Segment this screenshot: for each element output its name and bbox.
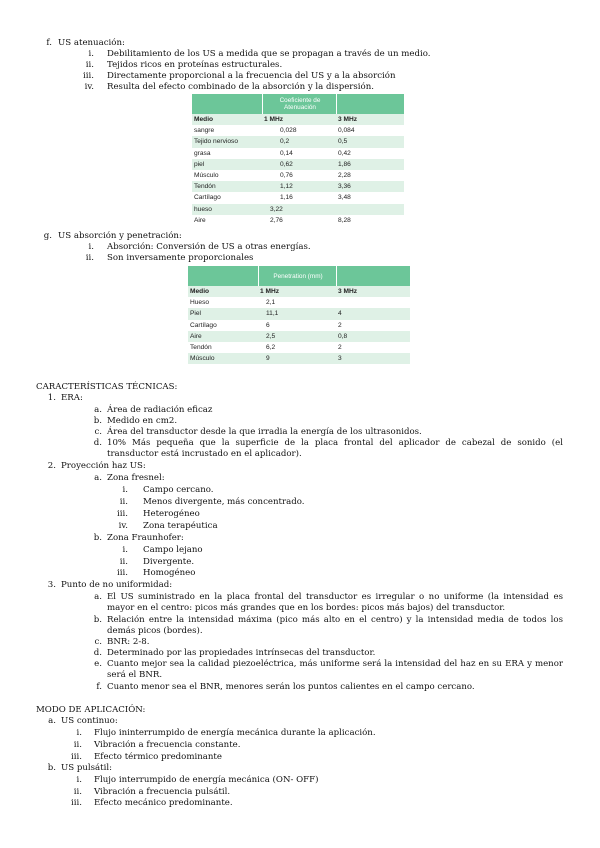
list-item-text: Efecto mecánico predominante.	[94, 798, 233, 808]
heading-text: US pulsátil:	[61, 763, 113, 773]
list-item	[86, 615, 566, 637]
table-cell: 0,8	[336, 331, 410, 342]
table-cell: 9	[258, 353, 336, 364]
table-cell: 2,76	[262, 215, 336, 226]
list-item-text: Cuanto menor sea el BNR, menores serán los puntos calientes en el campo cercano.	[107, 682, 475, 692]
list-marker: ii.	[85, 253, 94, 263]
table-cell: 6,2	[258, 342, 336, 353]
heading-text: US absorción y penetración:	[58, 231, 182, 241]
list-marker: iv.	[118, 521, 128, 531]
table-cell: Cartílago	[192, 192, 262, 203]
list-item-text: Homogéneo	[143, 568, 196, 578]
list-marker: e.	[94, 659, 102, 669]
table-cell: Músculo	[192, 170, 262, 181]
list-item-text: Campo cercano.	[143, 485, 214, 495]
heading-text: US atenuación:	[58, 38, 125, 48]
column-header: 3 MHz	[336, 286, 410, 297]
list-item-text: Zona terapéutica	[143, 521, 218, 531]
table-cell: 6	[258, 320, 336, 331]
table-cell: 11,1	[258, 308, 336, 319]
list-item-text: BNR: 2-8.	[107, 637, 150, 647]
list-marker: iii.	[117, 568, 128, 578]
heading-text: ERA:	[61, 393, 83, 403]
table-title-row	[192, 94, 404, 114]
table-cell: 0,14	[262, 148, 336, 159]
list-item-text: Son inversamente proporcionales	[107, 253, 254, 263]
heading-text: Zona fresnel:	[107, 473, 165, 483]
list-item-text: Determinado por las propiedades intrínsecas del transductor.	[107, 648, 376, 658]
list-marker: ii.	[73, 787, 82, 797]
list-item-text: Directamente proporcional a la frecuencia del US y a la absorción	[107, 71, 396, 81]
table-header-row	[192, 114, 404, 125]
table-row	[192, 170, 404, 181]
list-item	[86, 659, 566, 681]
table-cell: 2,1	[258, 297, 336, 308]
table-row	[192, 159, 404, 170]
table-cell: Aire	[188, 331, 258, 342]
list-marker: b.	[47, 763, 56, 773]
list-marker: 3.	[47, 580, 56, 590]
table-title: Penetration (mm)	[258, 266, 336, 286]
list-item-text: Vibración a frecuencia pulsátil.	[94, 787, 231, 797]
table-cell: 3,48	[336, 192, 404, 203]
table-cell: 0,5	[336, 136, 404, 147]
column-header: 3 MHz	[336, 114, 404, 125]
table-cell: Cartílago	[188, 320, 258, 331]
list-item-text: Área del transductor desde la que irradia la energía de los ultrasonidos.	[107, 427, 422, 437]
list-item-text: Tejidos ricos en proteínas estructurales.	[107, 60, 283, 70]
table-title: Coeficiente de Atenuación	[262, 94, 336, 114]
penetration-table	[188, 266, 410, 364]
list-marker: b.	[93, 416, 102, 426]
column-header: 1 MHz	[258, 286, 336, 297]
table-row	[192, 204, 404, 215]
table-cell: Tendón	[192, 181, 262, 192]
list-marker: ii.	[85, 60, 94, 70]
heading-text: Punto de no uniformidad:	[61, 580, 173, 590]
list-item-text: Efecto térmico predominante	[94, 752, 222, 762]
list-item-text: Medido en cm2.	[107, 416, 178, 426]
list-marker: a.	[94, 405, 102, 415]
list-item-text: Campo lejano	[143, 545, 203, 555]
list-marker: i.	[88, 49, 94, 59]
table-cell: Piel	[188, 308, 258, 319]
list-marker: b.	[93, 533, 102, 543]
table-cell: 3	[336, 353, 410, 364]
list-item-text: Flujo interrumpido de energía mecánica (ON- OFF)	[94, 775, 319, 785]
table-cell: Hueso	[188, 297, 258, 308]
list-marker: a.	[94, 592, 102, 602]
list-item-text: Debilitamiento de los US a medida que se propagan a través de un medio.	[107, 49, 431, 59]
list-marker: f.	[46, 38, 52, 48]
list-marker: a.	[48, 716, 56, 726]
list-marker: i.	[76, 728, 82, 738]
list-marker: c.	[94, 637, 102, 647]
table-cell: 0,2	[262, 136, 336, 147]
table-cell: 2	[336, 342, 410, 353]
table-cell: Aire	[192, 215, 262, 226]
table-cell: sangre	[192, 125, 262, 136]
table-cell: 8,28	[336, 215, 404, 226]
table-cell: 1,86	[336, 159, 404, 170]
list-item-text: El US suministrado en la placa frontal del transductor es irregular o no uniforme (la intensidad es mayor en el centro: picos más grandes que en los bordes: picos más bajos) del transductor.	[107, 592, 563, 613]
list-marker: iv.	[84, 82, 94, 92]
list-marker: b.	[93, 615, 102, 625]
list-marker: i.	[122, 485, 128, 495]
list-item-text: Absorción: Conversión de US a otras energías.	[107, 242, 311, 252]
table-row	[188, 331, 410, 342]
table-row	[192, 181, 404, 192]
table-cell: Tejido nervioso	[192, 136, 262, 147]
table-cell: 3,22	[262, 204, 336, 215]
list-item-text: Relación entre la intensidad máxima (pico más alto en el centro) y la intensidad media de todos los demás picos (bordes).	[107, 615, 563, 636]
table-cell: 0,028	[262, 125, 336, 136]
table-cell	[336, 204, 404, 215]
table-row	[192, 192, 404, 203]
table-row	[192, 148, 404, 159]
list-item-text: Flujo ininterrumpido de energía mecánica durante la aplicación.	[94, 728, 376, 738]
table-row	[192, 136, 404, 147]
table-cell: 0,76	[262, 170, 336, 181]
column-header: Medio	[192, 114, 262, 125]
list-marker: 2.	[47, 461, 56, 471]
list-item-text: Resulta del efecto combinado de la absorción y la dispersión.	[107, 82, 374, 92]
table-row	[192, 215, 404, 226]
list-item-text: Cuanto mejor sea la calidad piezoeléctrica, más uniforme será la intensidad del haz en su ERA y menor será el BNR.	[107, 659, 563, 680]
list-marker: i.	[88, 242, 94, 252]
table-cell	[336, 297, 410, 308]
table-cell: piel	[192, 159, 262, 170]
table-cell: 4	[336, 308, 410, 319]
heading-text: US continuo:	[61, 716, 118, 726]
table-cell: 2	[336, 320, 410, 331]
list-marker: ii.	[119, 557, 128, 567]
list-marker: i.	[76, 775, 82, 785]
list-marker: iii.	[117, 509, 128, 519]
heading-text: Proyección haz US:	[61, 461, 146, 471]
column-header: Medio	[188, 286, 258, 297]
table-cell: 0,084	[336, 125, 404, 136]
list-item-text: Vibración a frecuencia constante.	[94, 740, 241, 750]
list-item-text: Menos divergente, más concentrado.	[143, 497, 305, 507]
table-cell: Músculo	[188, 353, 258, 364]
list-marker: f.	[96, 682, 102, 692]
table-cell: 2,28	[336, 170, 404, 181]
table-row	[188, 353, 410, 364]
list-marker: iii.	[83, 71, 94, 81]
table-row	[188, 308, 410, 319]
table-row	[188, 297, 410, 308]
attenuation-table	[192, 94, 404, 226]
list-item-text: Heterogéneo	[143, 509, 200, 519]
list-marker: iii.	[71, 798, 82, 808]
list-item-text: Divergente.	[143, 557, 195, 567]
list-item-text: 10% Más pequeña que la superficie de la placa frontal del aplicador de cabezal de sonido (el transductor está incrustado en el aplicador).	[107, 438, 563, 459]
table-cell: 1,12	[262, 181, 336, 192]
list-marker: 1.	[47, 393, 56, 403]
section-application-heading: MODO DE APLICACIÓN:	[36, 705, 146, 715]
list-item	[86, 592, 566, 614]
table-cell: 0,62	[262, 159, 336, 170]
list-item-text: Área de radiación eficaz	[107, 405, 213, 415]
list-marker: c.	[94, 427, 102, 437]
table-row	[188, 342, 410, 353]
column-header: 1 MHz	[262, 114, 336, 125]
table-row	[192, 125, 404, 136]
table-title-row	[188, 266, 410, 286]
list-marker: ii.	[119, 497, 128, 507]
list-marker: a.	[94, 473, 102, 483]
table-cell: 2,5	[258, 331, 336, 342]
table-cell: 3,36	[336, 181, 404, 192]
table-header-row	[188, 286, 410, 297]
heading-text: Zona Fraunhofer:	[107, 533, 184, 543]
section-technical-heading: CARACTERÍSTICAS TÉCNICAS:	[36, 382, 178, 392]
table-cell: grasa	[192, 148, 262, 159]
list-item	[86, 438, 566, 460]
table-cell: 0,42	[336, 148, 404, 159]
table-row	[188, 320, 410, 331]
list-marker: i.	[122, 545, 128, 555]
list-marker: g.	[43, 231, 52, 241]
list-marker: d.	[93, 438, 102, 448]
table-cell: 1,16	[262, 192, 336, 203]
list-marker: ii.	[73, 740, 82, 750]
list-marker: iii.	[71, 752, 82, 762]
table-cell: Tendón	[188, 342, 258, 353]
table-cell: hueso	[192, 204, 262, 215]
list-marker: d.	[93, 648, 102, 658]
